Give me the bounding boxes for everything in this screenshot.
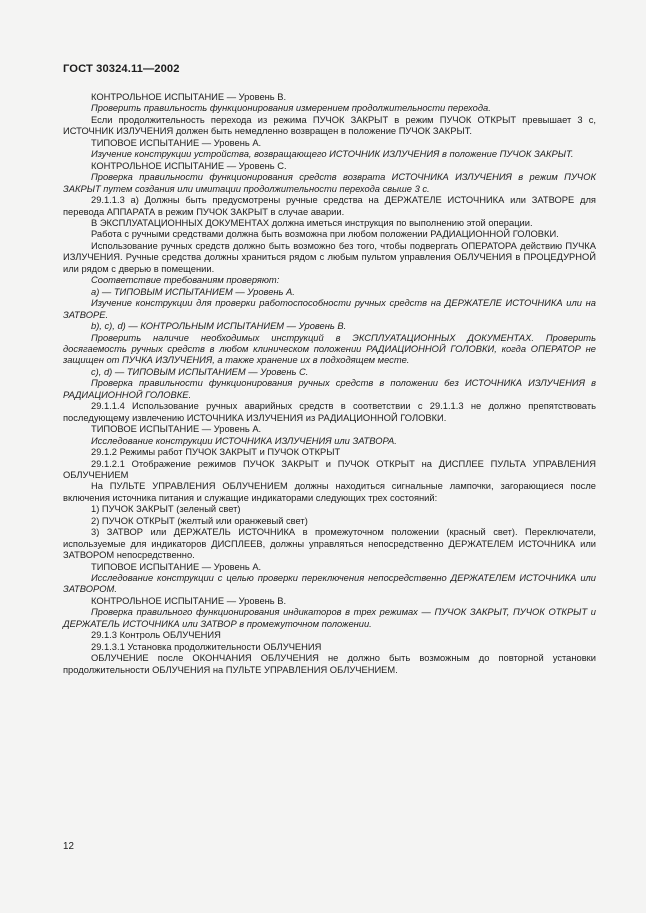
paragraph: КОНТРОЛЬНОЕ ИСПЫТАНИЕ — Уровень В. [91, 595, 287, 606]
paragraph: Исследование конструкции с целью проверки переключения непосредственно ДЕРЖАТЕЛЕМ ИСТОЧНИКА или ЗАТВОРОМ. [63, 573, 596, 595]
paragraph: Проверка правильности функционирования ручных средств в положении без ИСТОЧНИКА ИЗЛУЧЕНИЯ в РАДИАЦИОННОЙ ГОЛОВКЕ. [63, 378, 596, 400]
page-number: 12 [63, 841, 74, 852]
paragraph: 29.1.3.1 Установка продолжительности ОБЛУЧЕНИЯ [91, 641, 322, 652]
paragraph: Проверить наличие необходимых инструкций в ЭКСПЛУАТАЦИОННЫХ ДОКУМЕНТАХ. Проверить досягаемость ручных средств в любом клиническом положении РАДИАЦИОННОЙ ГОЛОВКИ, когда ОПЕРАТОР не защищен от ПУЧКА ИЗЛУЧЕНИЯ, а также хранение их в подходящем месте. [63, 332, 596, 366]
paragraph: 2) ПУЧОК ОТКРЫТ (желтый или оранжевый свет) [91, 515, 308, 526]
paragraph: Если продолжительность перехода из режима ПУЧОК ЗАКРЫТ в режим ПУЧОК ОТКРЫТ превышает 3 с, ИСТОЧНИК ИЗЛУЧЕНИЯ должен быть немедленно возвращен в положение ПУЧОК ЗАКРЫТ. [63, 114, 596, 137]
paragraph: ОБЛУЧЕНИЕ после ОКОНЧАНИЯ ОБЛУЧЕНИЯ не должно быть возможным до повторной установки продолжительности ОБЛУЧЕНИЯ на ПУЛЬТЕ УПРАВЛЕНИЯ ОБЛУЧЕНИЕМ. [63, 653, 596, 675]
paragraph: 29.1.1.3 а) Должны быть предусмотрены ручные средства на ДЕРЖАТЕЛЕ ИСТОЧНИКА или ЗАТВОРЕ для перевода АППАРАТА в режим ПУЧОК ЗАКРЫТ в случае аварии. [63, 195, 596, 217]
paragraph: 29.1.2 Режимы работ ПУЧОК ЗАКРЫТ и ПУЧОК ОТКРЫТ [91, 447, 341, 458]
paragraph: 1) ПУЧОК ЗАКРЫТ (зеленый свет) [91, 504, 241, 515]
paragraph: Проверить правильность функционирования измерением продолжительности перехода. [91, 103, 491, 114]
paragraph: ТИПОВОЕ ИСПЫТАНИЕ — Уровень А. [91, 424, 262, 435]
paragraph: с), d) — ТИПОВЫМ ИСПЫТАНИЕМ — Уровень С. [91, 366, 309, 377]
paragraph: В ЭКСПЛУАТАЦИОННЫХ ДОКУМЕНТАХ должна иметься инструкция по выполнению этой операции. [91, 217, 533, 228]
paragraph: b), с), d) — КОНТРОЛЬНЫМ ИСПЫТАНИЕМ — Уровень В. [91, 321, 347, 332]
paragraph: На ПУЛЬТЕ УПРАВЛЕНИЯ ОБЛУЧЕНИЕМ должны находиться сигнальные лампочки, загорающиеся после включения источника питания и служащие индикаторами следующих трех состояний: [63, 481, 596, 503]
paragraph: ТИПОВОЕ ИСПЫТАНИЕ — Уровень А. [91, 561, 262, 572]
paragraph: Работа с ручными средствами должна быть возможна при любом положении РАДИАЦИОННОЙ ГОЛОВКИ. [91, 229, 559, 240]
paragraph: 29.1.3 Контроль ОБЛУЧЕНИЯ [91, 630, 221, 641]
paragraph: Изучение конструкции устройства, возвращающего ИСТОЧНИК ИЗЛУЧЕНИЯ в положение ПУЧОК ЗАКРЫТ. [91, 149, 574, 160]
paragraph: 29.1.1.4 Использование ручных аварийных средств в соответствии с 29.1.1.3 не должно препятствовать последующему извлечению ИСТОЧНИКА ИЗЛУЧЕНИЯ из РАДИАЦИОННОЙ ГОЛОВКИ. [63, 401, 596, 423]
document-body [63, 92, 596, 676]
paragraph: ТИПОВОЕ ИСПЫТАНИЕ — Уровень А. [91, 137, 262, 148]
paragraph: 3) ЗАТВОР или ДЕРЖАТЕЛЬ ИСТОЧНИКА в промежуточном положении (красный свет). Переключатели, используемые для индикаторов ДИСПЛЕЕВ, должны управляться непосредственно ДЕРЖАТЕЛЕМ ИСТОЧНИКА или ЗАТВОРОМ непосредственно. [63, 527, 596, 561]
paragraph: КОНТРОЛЬНОЕ ИСПЫТАНИЕ — Уровень В. [91, 92, 287, 102]
paragraph: Исследование конструкции ИСТОЧНИКА ИЗЛУЧЕНИЯ или ЗАТВОРА. [91, 435, 397, 446]
paragraph: Использование ручных средств должно быть возможно без того, чтобы подвергать ОПЕРАТОРА действию ПУЧКА ИЗЛУЧЕНИЯ. Ручные средства должны храниться рядом с любым пультом управления ОБЛУЧЕНИЯ в ПРОЦЕДУРНОЙ или рядом с дверью в помещении. [63, 240, 596, 274]
document-header: ГОСТ 30324.11—2002 [63, 63, 180, 75]
paragraph: КОНТРОЛЬНОЕ ИСПЫТАНИЕ — Уровень С. [91, 160, 287, 171]
paragraph: Соответствие требованиям проверяют: [91, 275, 280, 286]
paragraph: Проверка правильности функционирования средств возврата ИСТОЧНИКА ИЗЛУЧЕНИЯ в режим ПУЧОК ЗАКРЫТ путем создания или имитации продолжительности перехода свыше 3 с. [63, 172, 596, 194]
paragraph: 29.1.2.1 Отображение режимов ПУЧОК ЗАКРЫТ и ПУЧОК ОТКРЫТ на ДИСПЛЕЕ ПУЛЬТА УПРАВЛЕНИЯ ОБЛУЧЕНИЕМ [63, 458, 596, 480]
paragraph: Проверка правильного функционирования индикаторов в трех режимах — ПУЧОК ЗАКРЫТ, ПУЧОК ОТКРЫТ и ДЕРЖАТЕЛЬ ИСТОЧНИКА или ЗАТВОР в промежуточном положении. [63, 607, 596, 629]
paragraph: а) — ТИПОВЫМ ИСПЫТАНИЕМ — Уровень А. [91, 286, 295, 297]
paragraph: Изучение конструкции для проверки работоспособности ручных средств на ДЕРЖАТЕЛЕ ИСТОЧНИКА или на ЗАТВОРЕ. [63, 298, 596, 320]
